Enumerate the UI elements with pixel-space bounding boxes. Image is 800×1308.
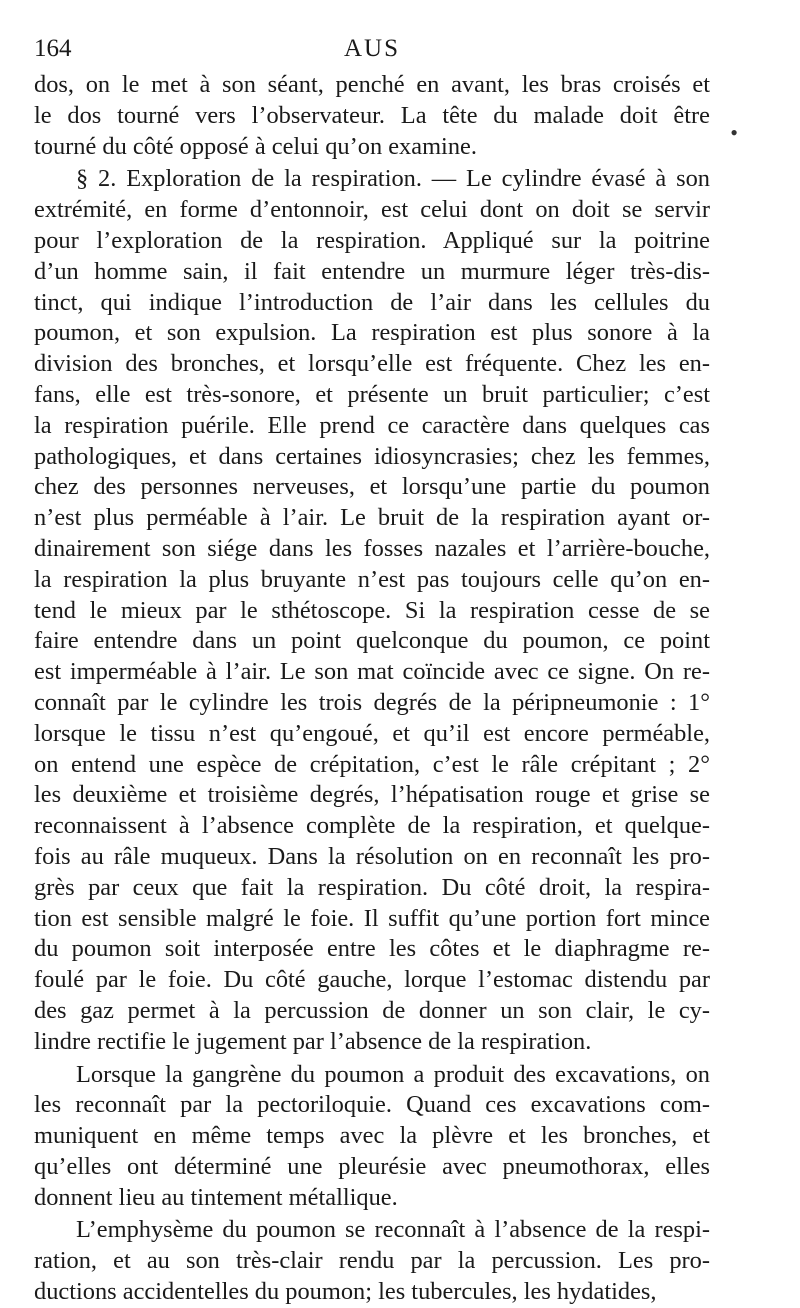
- text-line: dos, on le met à son séant, penché en avant, les bras croisés et: [34, 71, 710, 98]
- text-line: tion est sensible malgré le foie. Il suffit qu’une portion fort mince: [34, 904, 710, 932]
- text-line: connaît par le cylindre les trois degrés de la péripneumonie : 1°: [34, 688, 710, 716]
- text-line: tend le mieux par le sthétoscope. Si la respiration cesse de se: [34, 596, 710, 624]
- text-line: des gaz permet à la percussion de donner un son clair, le cy-: [34, 996, 710, 1024]
- text-line: division des bronches, et lorsqu’elle est fréquente. Chez les en-: [34, 350, 710, 378]
- text-line: les reconnaît par la pectoriloquie. Quand ces excavations com-: [34, 1091, 710, 1119]
- text-line: du poumon soit interposée entre les côtes et le diaphragme re-: [34, 935, 710, 963]
- stray-dot-mark: •: [730, 120, 738, 145]
- text-line: ductions accidentelles du poumon; les tubercules, les hydatides,: [34, 1278, 657, 1306]
- text-line: reconnaissent à l’absence complète de la respiration, et quelque-: [34, 812, 710, 840]
- running-head: AUS: [343, 35, 400, 62]
- paragraph: [34, 1060, 710, 1214]
- text-line: lorsque le tissu n’est qu’engoué, et qu’il est encore perméable,: [34, 719, 710, 747]
- page-header: [34, 28, 710, 70]
- paragraph: [34, 1215, 710, 1307]
- text-line: la respiration puérile. Elle prend ce caractère dans quelques cas: [34, 411, 710, 439]
- text-line: donnent lieu au tintement métallique.: [34, 1183, 398, 1211]
- text-line: § 2. Exploration de la respiration. — Le cylindre évasé à son: [76, 165, 710, 193]
- text-line: L’emphysème du poumon se reconnaît à l’absence de la respi-: [76, 1216, 710, 1244]
- text-line: qu’elles ont déterminé une pleurésie avec pneumothorax, elles: [34, 1152, 710, 1180]
- page-number: 164: [34, 35, 72, 62]
- paragraph: [34, 70, 710, 162]
- text-line: fois au râle muqueux. Dans la résolution on en reconnaît les pro-: [34, 842, 710, 870]
- text-line: foulé par le foie. Du côté gauche, lorque l’estomac distendu par: [34, 966, 710, 994]
- text-line: dinairement son siége dans les fosses nazales et l’arrière-bouche,: [34, 534, 710, 562]
- book-page: [34, 28, 710, 1308]
- text-line: grès par ceux que fait la respiration. Du côté droit, la respira-: [34, 873, 710, 901]
- text-line: lindre rectifie le jugement par l’absence de la respiration.: [34, 1027, 592, 1055]
- text-line: extrémité, en forme d’entonnoir, est celui dont on doit se servir: [34, 196, 710, 224]
- text-line: poumon, et son expulsion. La respiration est plus sonore à la: [34, 319, 710, 347]
- text-line: ration, et au son très-clair rendu par la percussion. Les pro-: [34, 1247, 710, 1275]
- text-line: la respiration la plus bruyante n’est pas toujours celle qu’on en-: [34, 565, 710, 593]
- text-line: le dos tourné vers l’observateur. La tête du malade doit être: [34, 101, 710, 129]
- text-line: chez des personnes nerveuses, et lorsqu’une partie du poumon: [34, 473, 710, 501]
- paragraph: [34, 164, 710, 1057]
- text-line: pour l’exploration de la respiration. Appliqué sur la poitrine: [34, 226, 710, 254]
- text-line: faire entendre dans un point quelconque du poumon, ce point: [34, 627, 710, 655]
- text-line: tinct, qui indique l’introduction de l’air dans les cellules du: [34, 288, 710, 316]
- body-text: [34, 70, 710, 1308]
- text-line: tourné du côté opposé à celui qu’on examine.: [34, 132, 477, 160]
- text-line: muniquent en même temps avec la plèvre et les bronches, et: [34, 1122, 710, 1150]
- text-line: n’est plus perméable à l’air. Le bruit de la respiration ayant or-: [34, 504, 710, 532]
- text-line: d’un homme sain, il fait entendre un murmure léger très-dis-: [34, 257, 710, 285]
- text-line: Lorsque la gangrène du poumon a produit des excavations, on: [76, 1060, 710, 1088]
- text-line: fans, elle est très-sonore, et présente un bruit particulier; c’est: [34, 380, 710, 408]
- text-line: les deuxième et troisième degrés, l’hépatisation rouge et grise se: [34, 781, 710, 809]
- text-line: est imperméable à l’air. Le son mat coïncide avec ce signe. On re-: [34, 658, 710, 686]
- text-line: on entend une espèce de crépitation, c’est le râle crépitant ; 2°: [34, 750, 710, 778]
- text-line: pathologiques, et dans certaines idiosyncrasies; chez les femmes,: [34, 442, 710, 470]
